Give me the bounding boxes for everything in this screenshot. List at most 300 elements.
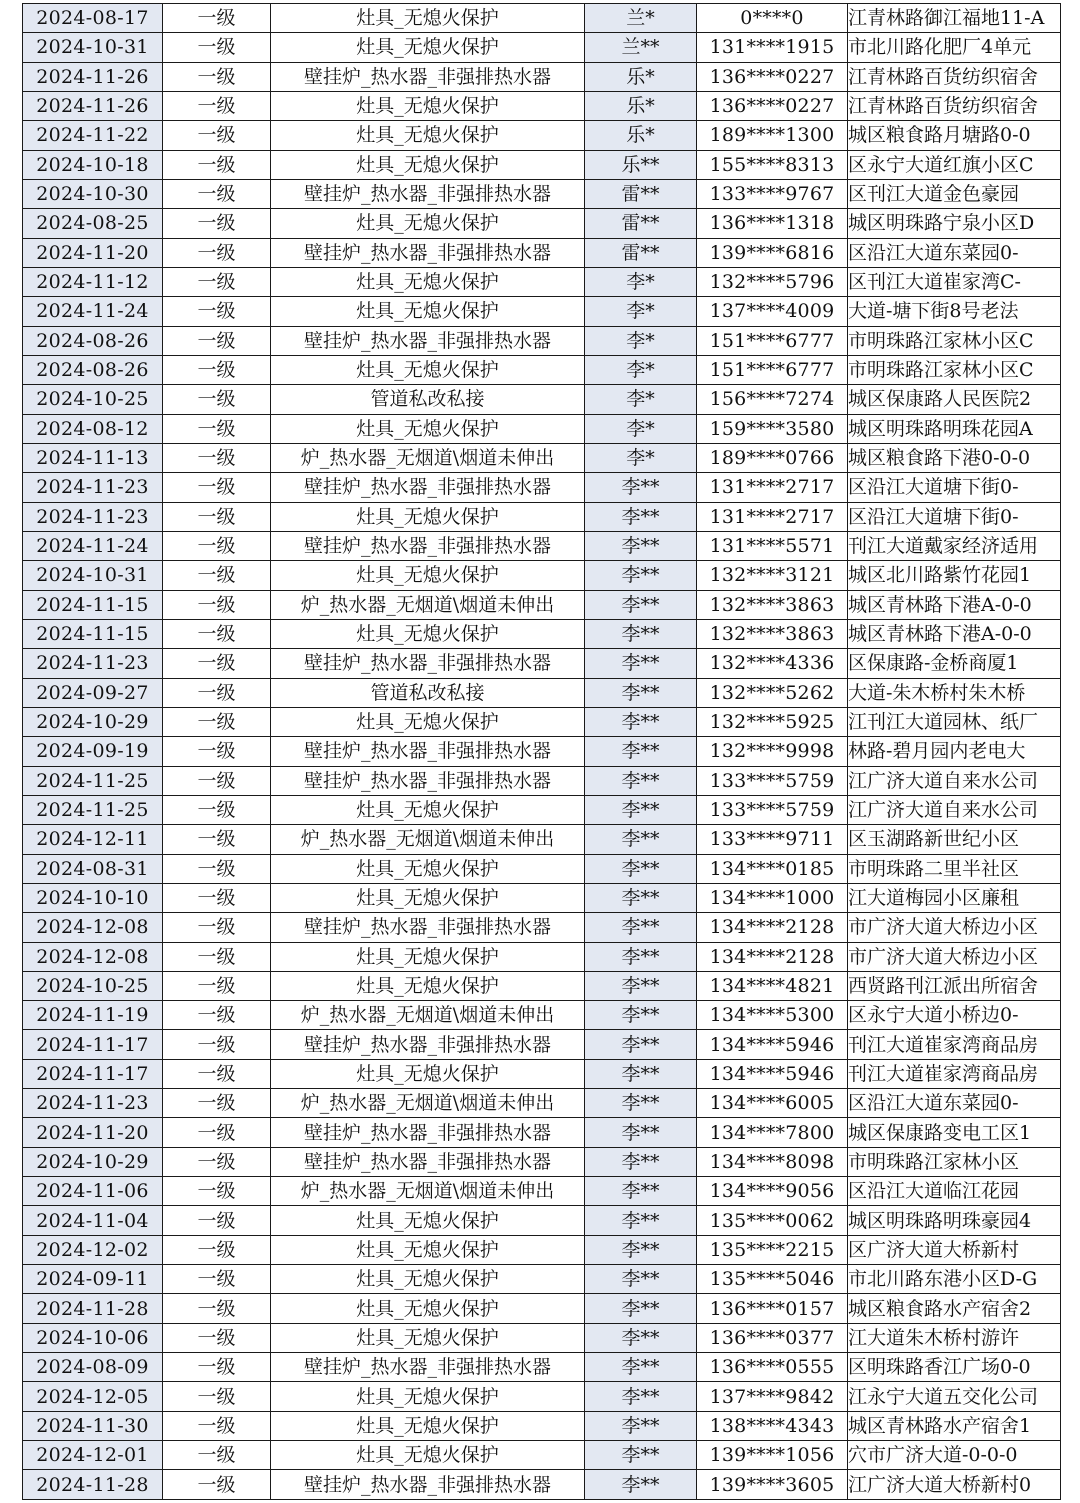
records-table-body [23, 4, 1061, 1500]
table-row [23, 121, 1061, 150]
table-row [23, 33, 1061, 62]
table-row [23, 883, 1061, 912]
level-cell: 一级 [163, 737, 271, 766]
phone-cell: 131****5571 [697, 531, 848, 560]
phone-cell: 134****5946 [697, 1059, 848, 1088]
phone-cell: 134****2128 [697, 913, 848, 942]
date-cell: 2024-10-25 [23, 385, 163, 414]
name-cell: 李** [585, 737, 697, 766]
date-cell: 2024-11-17 [23, 1059, 163, 1088]
name-cell: 乐* [585, 121, 697, 150]
phone-cell: 135****0062 [697, 1206, 848, 1235]
address-cell: 城区明珠路明珠花园A [848, 414, 1061, 443]
name-cell: 李** [585, 1118, 697, 1147]
table-row [23, 619, 1061, 648]
name-cell: 李** [585, 971, 697, 1000]
phone-cell: 131****1915 [697, 33, 848, 62]
level-cell: 一级 [163, 473, 271, 502]
issue-cell: 灶具_无熄火保护 [271, 1206, 585, 1235]
address-cell: 城区青林路下港A-0-0 [848, 619, 1061, 648]
issue-cell: 灶具_无熄火保护 [271, 4, 585, 33]
address-cell: 刊江大道崔家湾商品房 [848, 1030, 1061, 1059]
issue-cell: 灶具_无熄火保护 [271, 91, 585, 120]
name-cell: 李** [585, 913, 697, 942]
level-cell: 一级 [163, 267, 271, 296]
date-cell: 2024-11-23 [23, 502, 163, 531]
issue-cell: 灶具_无熄火保护 [271, 150, 585, 179]
date-cell: 2024-11-15 [23, 619, 163, 648]
date-cell: 2024-11-06 [23, 1177, 163, 1206]
date-cell: 2024-10-10 [23, 883, 163, 912]
date-cell: 2024-10-25 [23, 971, 163, 1000]
address-cell: 江大道朱木桥村游许 [848, 1323, 1061, 1352]
issue-cell: 壁挂炉_热水器_非强排热水器 [271, 531, 585, 560]
table-row [23, 971, 1061, 1000]
phone-cell: 139****1056 [697, 1441, 848, 1470]
phone-cell: 151****6777 [697, 355, 848, 384]
issue-cell: 壁挂炉_热水器_非强排热水器 [271, 913, 585, 942]
date-cell: 2024-10-29 [23, 707, 163, 736]
name-cell: 李** [585, 854, 697, 883]
level-cell: 一级 [163, 707, 271, 736]
level-cell: 一级 [163, 121, 271, 150]
issue-cell: 炉_热水器_无烟道\烟道未伸出 [271, 825, 585, 854]
level-cell: 一级 [163, 795, 271, 824]
issue-cell: 壁挂炉_热水器_非强排热水器 [271, 238, 585, 267]
table-row [23, 766, 1061, 795]
phone-cell: 136****0377 [697, 1323, 848, 1352]
phone-cell: 136****1318 [697, 209, 848, 238]
level-cell: 一级 [163, 355, 271, 384]
name-cell: 李* [585, 414, 697, 443]
level-cell: 一级 [163, 1089, 271, 1118]
table-row [23, 209, 1061, 238]
address-cell: 区广济大道大桥新村 [848, 1235, 1061, 1264]
issue-cell: 灶具_无熄火保护 [271, 795, 585, 824]
level-cell: 一级 [163, 971, 271, 1000]
table-row [23, 913, 1061, 942]
issue-cell: 灶具_无熄火保护 [271, 854, 585, 883]
table-row [23, 4, 1061, 33]
date-cell: 2024-08-17 [23, 4, 163, 33]
phone-cell: 134****1000 [697, 883, 848, 912]
date-cell: 2024-11-28 [23, 1470, 163, 1499]
phone-cell: 137****9842 [697, 1382, 848, 1411]
name-cell: 雷** [585, 209, 697, 238]
table-row [23, 942, 1061, 971]
name-cell: 李** [585, 1470, 697, 1499]
date-cell: 2024-11-25 [23, 766, 163, 795]
table-row [23, 179, 1061, 208]
table-row [23, 326, 1061, 355]
table-row [23, 150, 1061, 179]
name-cell: 乐* [585, 91, 697, 120]
name-cell: 李** [585, 473, 697, 502]
level-cell: 一级 [163, 678, 271, 707]
table-row [23, 678, 1061, 707]
level-cell: 一级 [163, 1353, 271, 1382]
date-cell: 2024-10-31 [23, 33, 163, 62]
address-cell: 市明珠路江家林小区C [848, 326, 1061, 355]
name-cell: 李** [585, 942, 697, 971]
name-cell: 李** [585, 1411, 697, 1440]
issue-cell: 壁挂炉_热水器_非强排热水器 [271, 62, 585, 91]
phone-cell: 134****5946 [697, 1030, 848, 1059]
name-cell: 李* [585, 326, 697, 355]
name-cell: 李* [585, 355, 697, 384]
level-cell: 一级 [163, 1177, 271, 1206]
level-cell: 一级 [163, 297, 271, 326]
level-cell: 一级 [163, 91, 271, 120]
address-cell: 市明珠路江家林小区 [848, 1147, 1061, 1176]
issue-cell: 灶具_无熄火保护 [271, 942, 585, 971]
date-cell: 2024-11-17 [23, 1030, 163, 1059]
date-cell: 2024-08-25 [23, 209, 163, 238]
issue-cell: 灶具_无熄火保护 [271, 971, 585, 1000]
address-cell: 区玉湖路新世纪小区 [848, 825, 1061, 854]
date-cell: 2024-08-31 [23, 854, 163, 883]
level-cell: 一级 [163, 590, 271, 619]
table-row [23, 1294, 1061, 1323]
date-cell: 2024-11-12 [23, 267, 163, 296]
issue-cell: 灶具_无熄火保护 [271, 1294, 585, 1323]
name-cell: 李** [585, 678, 697, 707]
date-cell: 2024-12-08 [23, 942, 163, 971]
table-row [23, 355, 1061, 384]
level-cell: 一级 [163, 825, 271, 854]
table-row [23, 1353, 1061, 1382]
name-cell: 李** [585, 1059, 697, 1088]
level-cell: 一级 [163, 1323, 271, 1352]
table-row [23, 385, 1061, 414]
address-cell: 江广济大道自来水公司 [848, 766, 1061, 795]
issue-cell: 壁挂炉_热水器_非强排热水器 [271, 737, 585, 766]
table-row [23, 1323, 1061, 1352]
address-cell: 区明珠路香江广场0-0 [848, 1353, 1061, 1382]
address-cell: 江青林路御江福地11-A [848, 4, 1061, 33]
address-cell: 城区明珠路明珠豪园4 [848, 1206, 1061, 1235]
address-cell: 市明珠路二里半社区 [848, 854, 1061, 883]
issue-cell: 灶具_无熄火保护 [271, 1441, 585, 1470]
address-cell: 江永宁大道五交化公司 [848, 1382, 1061, 1411]
level-cell: 一级 [163, 1382, 271, 1411]
issue-cell: 炉_热水器_无烟道\烟道未伸出 [271, 1177, 585, 1206]
date-cell: 2024-11-04 [23, 1206, 163, 1235]
date-cell: 2024-08-12 [23, 414, 163, 443]
date-cell: 2024-11-24 [23, 297, 163, 326]
name-cell: 李** [585, 707, 697, 736]
address-cell: 江广济大道自来水公司 [848, 795, 1061, 824]
table-row [23, 443, 1061, 472]
issue-cell: 灶具_无熄火保护 [271, 707, 585, 736]
issue-cell: 灶具_无熄火保护 [271, 1323, 585, 1352]
date-cell: 2024-12-05 [23, 1382, 163, 1411]
phone-cell: 134****0185 [697, 854, 848, 883]
address-cell: 区沿江大道临江花园 [848, 1177, 1061, 1206]
table-row [23, 531, 1061, 560]
address-cell: 江刊江大道园林、纸厂 [848, 707, 1061, 736]
address-cell: 城区北川路紫竹花园1 [848, 561, 1061, 590]
phone-cell: 131****2717 [697, 502, 848, 531]
phone-cell: 136****0227 [697, 91, 848, 120]
table-row [23, 414, 1061, 443]
phone-cell: 133****9711 [697, 825, 848, 854]
table-row [23, 1089, 1061, 1118]
name-cell: 李** [585, 825, 697, 854]
date-cell: 2024-11-20 [23, 1118, 163, 1147]
phone-cell: 131****2717 [697, 473, 848, 502]
level-cell: 一级 [163, 502, 271, 531]
phone-cell: 132****5925 [697, 707, 848, 736]
level-cell: 一级 [163, 1147, 271, 1176]
issue-cell: 灶具_无熄火保护 [271, 414, 585, 443]
level-cell: 一级 [163, 1030, 271, 1059]
level-cell: 一级 [163, 1294, 271, 1323]
name-cell: 李** [585, 795, 697, 824]
table-row [23, 1441, 1061, 1470]
table-row [23, 62, 1061, 91]
name-cell: 李* [585, 385, 697, 414]
table-row [23, 1030, 1061, 1059]
date-cell: 2024-09-27 [23, 678, 163, 707]
table-row [23, 238, 1061, 267]
table-row [23, 1411, 1061, 1440]
level-cell: 一级 [163, 883, 271, 912]
table-row [23, 1177, 1061, 1206]
address-cell: 西贤路刊江派出所宿舍 [848, 971, 1061, 1000]
phone-cell: 151****6777 [697, 326, 848, 355]
date-cell: 2024-10-31 [23, 561, 163, 590]
table-row [23, 707, 1061, 736]
level-cell: 一级 [163, 179, 271, 208]
name-cell: 李* [585, 267, 697, 296]
table-row [23, 737, 1061, 766]
level-cell: 一级 [163, 1470, 271, 1499]
name-cell: 李** [585, 590, 697, 619]
address-cell: 城区粮食路下港0-0-0 [848, 443, 1061, 472]
phone-cell: 135****5046 [697, 1265, 848, 1294]
phone-cell: 0****0 [697, 4, 848, 33]
phone-cell: 133****5759 [697, 795, 848, 824]
phone-cell: 135****2215 [697, 1235, 848, 1264]
date-cell: 2024-11-19 [23, 1001, 163, 1030]
date-cell: 2024-08-09 [23, 1353, 163, 1382]
level-cell: 一级 [163, 766, 271, 795]
address-cell: 市北川路东港小区D-G [848, 1265, 1061, 1294]
phone-cell: 156****7274 [697, 385, 848, 414]
phone-cell: 139****3605 [697, 1470, 848, 1499]
address-cell: 城区青林路水产宿舍1 [848, 1411, 1061, 1440]
level-cell: 一级 [163, 150, 271, 179]
level-cell: 一级 [163, 1118, 271, 1147]
table-row [23, 1206, 1061, 1235]
table-row [23, 561, 1061, 590]
date-cell: 2024-11-25 [23, 795, 163, 824]
issue-cell: 壁挂炉_热水器_非强排热水器 [271, 1470, 585, 1499]
date-cell: 2024-12-11 [23, 825, 163, 854]
address-cell: 区沿江大道东菜园0- [848, 1089, 1061, 1118]
level-cell: 一级 [163, 619, 271, 648]
name-cell: 李** [585, 1382, 697, 1411]
level-cell: 一级 [163, 913, 271, 942]
issue-cell: 炉_热水器_无烟道\烟道未伸出 [271, 1089, 585, 1118]
address-cell: 区永宁大道小桥边0- [848, 1001, 1061, 1030]
table-row [23, 1265, 1061, 1294]
name-cell: 乐** [585, 150, 697, 179]
issue-cell: 壁挂炉_热水器_非强排热水器 [271, 473, 585, 502]
level-cell: 一级 [163, 326, 271, 355]
name-cell: 李** [585, 1294, 697, 1323]
issue-cell: 炉_热水器_无烟道\烟道未伸出 [271, 590, 585, 619]
date-cell: 2024-11-28 [23, 1294, 163, 1323]
address-cell: 市北川路化肥厂4单元 [848, 33, 1061, 62]
address-cell: 大道-塘下街8号老法 [848, 297, 1061, 326]
date-cell: 2024-11-23 [23, 473, 163, 502]
issue-cell: 灶具_无熄火保护 [271, 267, 585, 296]
table-row [23, 267, 1061, 296]
name-cell: 李** [585, 1265, 697, 1294]
address-cell: 区永宁大道红旗小区C [848, 150, 1061, 179]
address-cell: 区沿江大道东菜园0- [848, 238, 1061, 267]
records-table [22, 3, 1061, 1500]
table-row [23, 1118, 1061, 1147]
phone-cell: 159****3580 [697, 414, 848, 443]
level-cell: 一级 [163, 531, 271, 560]
date-cell: 2024-08-26 [23, 355, 163, 384]
level-cell: 一级 [163, 385, 271, 414]
phone-cell: 136****0157 [697, 1294, 848, 1323]
name-cell: 雷** [585, 179, 697, 208]
name-cell: 李** [585, 1147, 697, 1176]
phone-cell: 134****6005 [697, 1089, 848, 1118]
issue-cell: 灶具_无熄火保护 [271, 883, 585, 912]
level-cell: 一级 [163, 443, 271, 472]
date-cell: 2024-12-01 [23, 1441, 163, 1470]
address-cell: 林路-碧月园内老电大 [848, 737, 1061, 766]
level-cell: 一级 [163, 209, 271, 238]
date-cell: 2024-10-18 [23, 150, 163, 179]
issue-cell: 壁挂炉_热水器_非强排热水器 [271, 1147, 585, 1176]
address-cell: 穴市广济大道-0-0-0 [848, 1441, 1061, 1470]
phone-cell: 132****3121 [697, 561, 848, 590]
phone-cell: 189****1300 [697, 121, 848, 150]
issue-cell: 灶具_无熄火保护 [271, 561, 585, 590]
date-cell: 2024-08-26 [23, 326, 163, 355]
date-cell: 2024-11-20 [23, 238, 163, 267]
issue-cell: 灶具_无熄火保护 [271, 619, 585, 648]
table-row [23, 91, 1061, 120]
address-cell: 市明珠路江家林小区C [848, 355, 1061, 384]
date-cell: 2024-11-30 [23, 1411, 163, 1440]
table-row [23, 1235, 1061, 1264]
issue-cell: 壁挂炉_热水器_非强排热水器 [271, 326, 585, 355]
issue-cell: 灶具_无熄火保护 [271, 1265, 585, 1294]
name-cell: 李** [585, 1441, 697, 1470]
name-cell: 李** [585, 619, 697, 648]
name-cell: 李** [585, 531, 697, 560]
level-cell: 一级 [163, 942, 271, 971]
address-cell: 城区保康路变电工区1 [848, 1118, 1061, 1147]
date-cell: 2024-11-23 [23, 1089, 163, 1118]
issue-cell: 灶具_无熄火保护 [271, 1235, 585, 1264]
name-cell: 李** [585, 1177, 697, 1206]
issue-cell: 炉_热水器_无烟道\烟道未伸出 [271, 1001, 585, 1030]
issue-cell: 壁挂炉_热水器_非强排热水器 [271, 1353, 585, 1382]
address-cell: 区保康路-金桥商厦1 [848, 649, 1061, 678]
address-cell: 江广济大道大桥新村0 [848, 1470, 1061, 1499]
name-cell: 兰* [585, 4, 697, 33]
date-cell: 2024-11-22 [23, 121, 163, 150]
name-cell: 李** [585, 883, 697, 912]
issue-cell: 壁挂炉_热水器_非强排热水器 [271, 179, 585, 208]
address-cell: 区刊江大道金色豪园 [848, 179, 1061, 208]
phone-cell: 139****6816 [697, 238, 848, 267]
name-cell: 雷** [585, 238, 697, 267]
address-cell: 区沿江大道塘下街0- [848, 473, 1061, 502]
phone-cell: 132****5262 [697, 678, 848, 707]
address-cell: 城区粮食路月塘路0-0 [848, 121, 1061, 150]
name-cell: 李** [585, 1001, 697, 1030]
issue-cell: 管道私改私接 [271, 385, 585, 414]
table-row [23, 502, 1061, 531]
address-cell: 江青林路百货纺织宿舍 [848, 62, 1061, 91]
table-row [23, 590, 1061, 619]
date-cell: 2024-09-11 [23, 1265, 163, 1294]
phone-cell: 132****3863 [697, 619, 848, 648]
date-cell: 2024-10-06 [23, 1323, 163, 1352]
name-cell: 兰** [585, 33, 697, 62]
issue-cell: 壁挂炉_热水器_非强排热水器 [271, 1030, 585, 1059]
issue-cell: 灶具_无熄火保护 [271, 502, 585, 531]
phone-cell: 134****5300 [697, 1001, 848, 1030]
address-cell: 刊江大道戴家经济适用 [848, 531, 1061, 560]
name-cell: 李* [585, 443, 697, 472]
name-cell: 李** [585, 1323, 697, 1352]
date-cell: 2024-11-15 [23, 590, 163, 619]
address-cell: 市广济大道大桥边小区 [848, 942, 1061, 971]
level-cell: 一级 [163, 62, 271, 91]
address-cell: 市广济大道大桥边小区 [848, 913, 1061, 942]
level-cell: 一级 [163, 854, 271, 883]
address-cell: 城区保康路人民医院2 [848, 385, 1061, 414]
phone-cell: 134****9056 [697, 1177, 848, 1206]
table-row [23, 825, 1061, 854]
issue-cell: 灶具_无熄火保护 [271, 297, 585, 326]
issue-cell: 灶具_无熄火保护 [271, 121, 585, 150]
issue-cell: 壁挂炉_热水器_非强排热水器 [271, 766, 585, 795]
issue-cell: 灶具_无熄火保护 [271, 209, 585, 238]
phone-cell: 137****4009 [697, 297, 848, 326]
table-row [23, 297, 1061, 326]
level-cell: 一级 [163, 1206, 271, 1235]
table-row [23, 1470, 1061, 1499]
name-cell: 李** [585, 766, 697, 795]
issue-cell: 灶具_无熄火保护 [271, 1382, 585, 1411]
table-row [23, 795, 1061, 824]
table-row [23, 473, 1061, 502]
phone-cell: 132****5796 [697, 267, 848, 296]
phone-cell: 136****0227 [697, 62, 848, 91]
phone-cell: 189****0766 [697, 443, 848, 472]
level-cell: 一级 [163, 561, 271, 590]
address-cell: 城区青林路下港A-0-0 [848, 590, 1061, 619]
level-cell: 一级 [163, 1235, 271, 1264]
issue-cell: 壁挂炉_热水器_非强排热水器 [271, 649, 585, 678]
level-cell: 一级 [163, 33, 271, 62]
address-cell: 刊江大道崔家湾商品房 [848, 1059, 1061, 1088]
address-cell: 区刊江大道崔家湾C- [848, 267, 1061, 296]
table-row [23, 1059, 1061, 1088]
